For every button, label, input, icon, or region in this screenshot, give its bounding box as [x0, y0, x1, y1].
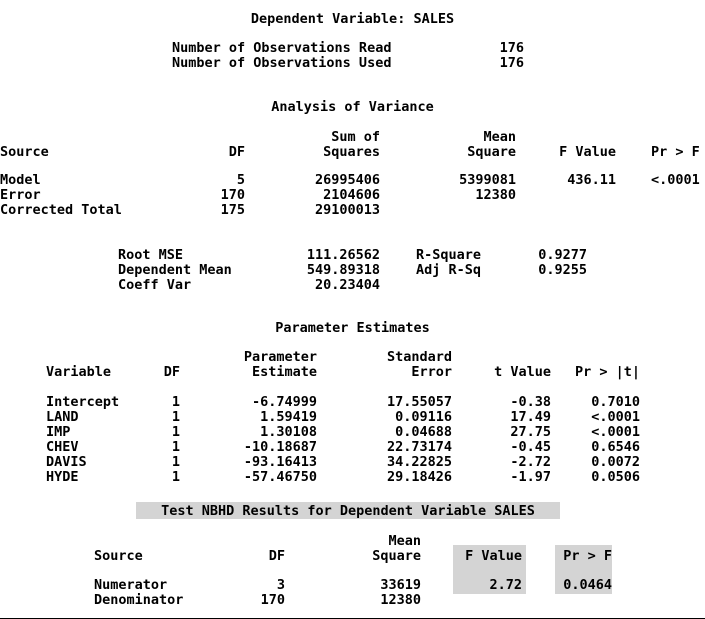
param-row-t: 27.75 [510, 424, 551, 440]
test-header-ms-1: Mean [388, 533, 421, 549]
param-row-se: 22.73174 [386, 439, 452, 455]
param-row-se: 29.18426 [386, 469, 452, 485]
param-row-df: 1 [171, 409, 180, 425]
obs-read-label: Number of Observations Read [172, 40, 392, 56]
anova-header-ss-2: Squares [323, 144, 380, 160]
anova-header-f-value: F Value [559, 144, 616, 160]
anova-row-source: Error [0, 187, 41, 203]
r-square-value: 0.9277 [538, 247, 587, 263]
anova-row-p: <.0001 [651, 172, 700, 188]
adj-r-sq-value: 0.9255 [538, 262, 587, 278]
param-row-t: -1.97 [510, 469, 551, 485]
param-row-df: 1 [171, 454, 180, 470]
param-row-estimate: -57.46750 [243, 469, 317, 485]
params-header-estimate-2: Estimate [251, 364, 317, 380]
anova-row-ss: 2104606 [323, 187, 380, 203]
anova-row-ms: 12380 [475, 187, 516, 203]
test-header-source: Source [94, 548, 143, 564]
param-row-df: 1 [171, 394, 180, 410]
test-row-df: 170 [260, 592, 285, 608]
param-row-estimate: -10.18687 [243, 439, 317, 455]
param-row-df: 1 [171, 469, 180, 485]
anova-row-ss: 29100013 [314, 202, 380, 218]
test-row-f: 2.72 [489, 577, 522, 593]
test-header-ms-2: Square [372, 548, 421, 564]
test-row-source: Denominator [94, 592, 184, 608]
param-row-variable: HYDE [46, 469, 79, 485]
param-row-se: 34.22825 [386, 454, 452, 470]
coeff-var-label: Coeff Var [118, 277, 192, 293]
anova-row-source: Corrected Total [0, 202, 122, 218]
param-row-variable: Intercept [46, 394, 120, 410]
param-row-p: 0.0506 [591, 469, 640, 485]
anova-header-pr-f: Pr > F [651, 144, 700, 160]
anova-row-df: 175 [220, 202, 245, 218]
param-row-p: <.0001 [591, 424, 640, 440]
root-mse-label: Root MSE [118, 247, 184, 263]
obs-read-value: 176 [499, 40, 524, 56]
param-row-p: 0.7010 [591, 394, 640, 410]
param-row-estimate: 1.59419 [260, 409, 317, 425]
params-header-se-1: Standard [386, 349, 452, 365]
dependent-mean-value: 549.89318 [306, 262, 380, 278]
param-row-se: 0.09116 [395, 409, 452, 425]
anova-title: Analysis of Variance [271, 99, 434, 115]
r-square-label: R-Square [416, 247, 482, 263]
obs-used-value: 176 [499, 55, 524, 71]
anova-row-f: 436.11 [567, 172, 616, 188]
params-header-t-value: t Value [494, 364, 551, 380]
param-row-p: 0.0072 [591, 454, 640, 470]
param-row-t: -0.38 [510, 394, 551, 410]
param-row-p: 0.6546 [591, 439, 640, 455]
adj-r-sq-label: Adj R-Sq [416, 262, 482, 278]
test-header-pr-f: Pr > F [563, 548, 612, 564]
param-row-t: -0.45 [510, 439, 551, 455]
param-row-variable: IMP [46, 424, 71, 440]
params-header-se-2: Error [411, 364, 452, 380]
test-row-p: 0.0464 [563, 577, 612, 593]
params-header-estimate-1: Parameter [243, 349, 317, 365]
parameter-estimates-title: Parameter Estimates [275, 320, 430, 336]
test-row-df: 3 [276, 577, 285, 593]
param-row-se: 17.55057 [386, 394, 452, 410]
params-header-df: DF [163, 364, 180, 380]
anova-header-df: DF [228, 144, 245, 160]
param-row-estimate: -93.16413 [243, 454, 317, 470]
param-row-estimate: 1.30108 [260, 424, 317, 440]
param-row-variable: DAVIS [46, 454, 87, 470]
param-row-variable: LAND [46, 409, 79, 425]
anova-row-df: 170 [220, 187, 245, 203]
anova-header-source: Source [0, 144, 49, 160]
param-row-t: -2.72 [510, 454, 551, 470]
anova-row-ss: 26995406 [314, 172, 380, 188]
root-mse-value: 111.26562 [306, 247, 380, 263]
param-row-variable: CHEV [46, 439, 79, 455]
anova-header-ss-1: Sum of [331, 129, 380, 145]
test-header-f-value: F Value [465, 548, 522, 564]
param-row-estimate: -6.74999 [251, 394, 317, 410]
param-row-df: 1 [171, 439, 180, 455]
test-row-ms: 33619 [380, 577, 421, 593]
anova-row-ms: 5399081 [459, 172, 516, 188]
param-row-df: 1 [171, 424, 180, 440]
params-header-pr-t: Pr > |t| [574, 364, 640, 380]
test-results-title: Test NBHD Results for Dependent Variable SALES [161, 503, 535, 519]
params-header-variable: Variable [46, 364, 112, 380]
test-row-source: Numerator [94, 577, 168, 593]
obs-used-label: Number of Observations Used [172, 55, 392, 71]
coeff-var-value: 20.23404 [314, 277, 380, 293]
param-row-t: 17.49 [510, 409, 551, 425]
param-row-se: 0.04688 [395, 424, 452, 440]
dependent-variable-title: Dependent Variable: SALES [250, 11, 455, 27]
param-row-p: <.0001 [591, 409, 640, 425]
anova-row-source: Model [0, 172, 41, 188]
anova-header-ms-2: Square [467, 144, 516, 160]
test-header-df: DF [268, 548, 285, 564]
anova-row-df: 5 [236, 172, 245, 188]
dependent-mean-label: Dependent Mean [118, 262, 232, 278]
test-row-ms: 12380 [380, 592, 421, 608]
anova-header-ms-1: Mean [483, 129, 516, 145]
